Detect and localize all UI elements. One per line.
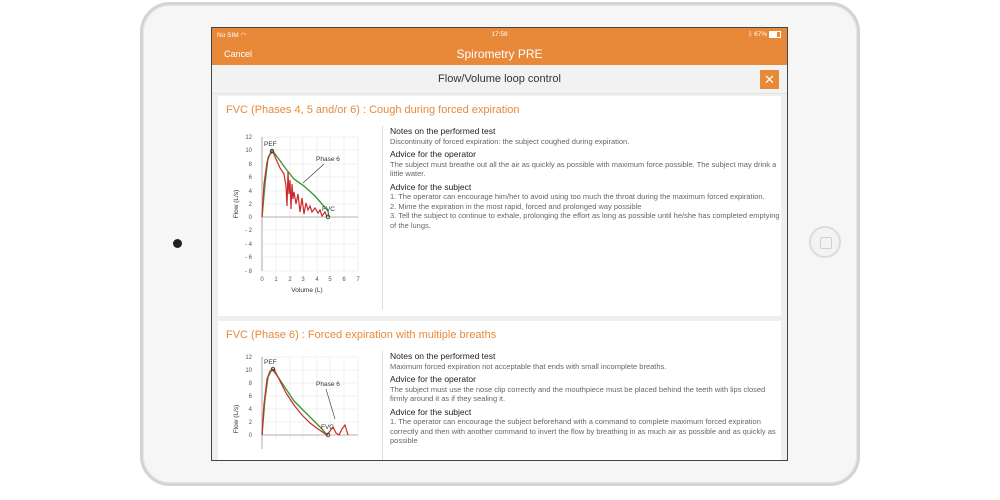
subject-heading: Advice for the subject: [390, 406, 472, 417]
y-tick: - 2: [244, 228, 252, 234]
x-axis-label: Volume (L): [291, 287, 323, 294]
app-screen: [211, 27, 788, 461]
operator-heading: Advice for the operator: [390, 374, 476, 384]
y-tick: - 8: [244, 269, 252, 275]
phase-label: Phase 6: [316, 381, 340, 388]
home-button[interactable]: [809, 226, 841, 258]
clock: 17:58: [491, 31, 508, 38]
y-tick: 6: [248, 175, 252, 181]
y-tick: - 4: [244, 242, 252, 248]
subject-line: 1. The operator can encourage the subject beforehand with a command to complete maximum forced expiration correctly and then with another command to invert the flow by breathing in as much air as possible and as quickly as possible: [390, 417, 776, 445]
flow-volume-chart: [232, 124, 382, 308]
y-tick: 2: [248, 202, 252, 208]
modal-title: Flow/Volume loop control: [438, 73, 561, 85]
y-tick: 4: [248, 189, 252, 195]
operator-text: The subject must breathe out all the air as quickly as possible with maximum force possible. The subject may drink a little water.: [390, 159, 777, 178]
x-tick: 2: [288, 277, 292, 283]
battery-indicator: ᛒ 67%: [748, 31, 781, 38]
modal-header: [212, 65, 787, 94]
bluetooth-icon: ᛒ: [748, 31, 753, 39]
phase-label: Phase 6: [316, 156, 340, 163]
notes-heading: Notes on the performed test: [390, 126, 496, 136]
y-tick: 2: [248, 420, 252, 426]
nav-bar: [212, 42, 787, 65]
section-cough: [218, 96, 781, 316]
close-icon: ✕: [764, 72, 775, 87]
section-divider: [382, 126, 383, 310]
phase-pointer: [326, 389, 335, 419]
nav-title: Spirometry PRE: [456, 47, 543, 61]
y-tick: 0: [248, 215, 252, 221]
section-multiple-breaths: [218, 321, 781, 461]
y-axis-label: Flow (L/s): [233, 189, 240, 219]
close-button[interactable]: [760, 70, 779, 89]
y-tick: 0: [248, 433, 252, 439]
x-tick: 7: [356, 277, 360, 283]
section-title: FVC (Phases 4, 5 and/or 6) : Cough during forced expiration: [226, 104, 520, 116]
section-notes: [390, 352, 780, 446]
x-tick: 3: [301, 277, 305, 283]
fvc-label: FVC: [321, 424, 334, 431]
x-tick: 6: [342, 277, 346, 283]
measured-curve: [262, 369, 348, 435]
y-tick: 10: [245, 148, 252, 154]
x-tick: 1: [274, 277, 278, 283]
fvc-label: FVC: [322, 206, 335, 213]
section-divider: [382, 351, 383, 461]
status-bar: [212, 28, 787, 42]
flow-volume-graph: [232, 124, 382, 308]
battery-icon: [769, 31, 781, 38]
y-tick: 8: [248, 381, 252, 387]
operator-text: The subject must use the nose clip correctly and the mouthpiece must be placed behind the teeth with lips closed firmly around it as if they sealing it.: [390, 384, 766, 403]
front-camera: [173, 239, 182, 248]
section-notes: [390, 127, 780, 230]
y-tick: - 6: [244, 255, 252, 261]
subject-line: 3. Tell the subject to continue to exhale, prolonging the effort as long as possible until he/she has completed emptying of the lungs.: [390, 211, 780, 230]
y-axis-label: Flow (L/s): [233, 404, 240, 434]
home-square-icon: [820, 237, 832, 249]
phase-pointer: [303, 164, 324, 183]
section-title: FVC (Phase 6) : Forced expiration with multiple breaths: [226, 329, 497, 341]
operator-heading: Advice for the operator: [390, 149, 476, 159]
y-tick: 12: [245, 355, 252, 361]
y-tick: 8: [248, 162, 252, 168]
y-tick: 4: [248, 407, 252, 413]
subject-line: 2. Mime the expiration in the most rapid, forced and prolonged way possible: [390, 201, 642, 211]
modal-content[interactable]: [212, 94, 787, 460]
y-tick: 6: [248, 394, 252, 400]
wifi-icon: ◠: [240, 32, 247, 39]
subject-line: 1. The operator can encourage him/her to avoid using too much the throat during the maximum forced expiration.: [390, 192, 765, 201]
x-tick: 5: [328, 277, 332, 283]
y-tick: 10: [245, 368, 252, 374]
flow-volume-graph: [232, 349, 382, 461]
pef-label: PEF: [264, 141, 277, 148]
pef-label: PEF: [264, 359, 277, 366]
cancel-button[interactable]: Cancel: [224, 49, 253, 59]
notes-text: Maximum forced expiration not acceptable that ends with small incomplete breaths.: [390, 361, 667, 371]
notes-text: Discontinuity of forced expiration: the subject coughed during expiration.: [390, 136, 630, 146]
x-tick: 4: [315, 277, 319, 283]
notes-heading: Notes on the performed test: [390, 351, 496, 361]
x-tick: 0: [260, 277, 264, 283]
subject-heading: Advice for the subject: [390, 181, 472, 192]
carrier-label: No SIM ◠: [217, 32, 247, 39]
flow-volume-chart: [232, 349, 382, 461]
y-tick: 12: [245, 135, 252, 141]
